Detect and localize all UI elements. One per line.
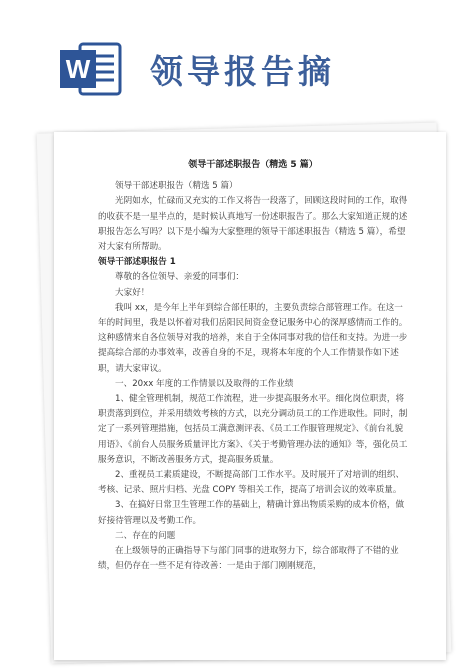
paragraph: 二、存在的问题 [115,530,176,541]
header-title: 领导报告摘 [150,52,335,91]
word-icon [58,40,122,98]
paragraph: 我叫 xx，是今年上半年到综合部任职的，主要负责综合部管理工作。在这一年的时间里，我是以怀着对我们岳阳民间资金登记服务中心的深厚感情而工作的。这种感情来自各位领导对我的培养，来自于全体同事对我的信任和支持。为进一步提高综合部的办事效率，改善自身的不足，现将本年度的个人工作情景作如下述职，请大家审议。 [98,302,408,374]
paragraph: 一、20xx 年度的工作情景以及取得的工作业绩 [115,378,294,389]
header [0,0,474,120]
document-title: 领导干部述职报告（精选 5 篇） [188,160,318,170]
paragraph: 1、健全管理机制，规范工作流程，进一步提高服务水平。细化岗位职责，将职责落到到位，并采用绩效考核的方式，以充分调动员工的工作进取性。同时，制定了一系列管理措施，包括员工满意测评表、《员工工作服管理规定》、《前台礼貌用语》、《前台人员服务质量评比方案》、《关于考勤管理办法的通知》等，强化员工服务意识，不断改善服务方式，提高服务质量。 [98,394,408,465]
section-heading: 领导干部述职报告 1 [98,257,176,268]
document-body [98,158,408,574]
paragraph: 大家好！ [115,287,150,298]
svg-text:W: W [65,54,91,84]
paragraph: 光阴如水，忙碌而又充实的工作又将告一段落了，回顾这段时间的工作，取得的收获不是一星半点的，是时候认真地写一份述职报告了。那么大家知道正规的述职报告怎么写吗？以下是小编为大家整理的领导干部述职报告（精选 5 篇），希望对大家有所帮助。 [98,196,408,253]
paragraph: 尊敬的各位领导、亲爱的同事们： [115,272,244,283]
paragraph: 2、重视员工素质建设，不断提高部门工作水平。及时展开了对培训的组织、考核、记录、照片归档、光盘 COPY 等相关工作，提高了培训会议的效率质量。 [98,470,405,496]
page-fade [54,616,446,660]
paragraph: 在上级领导的正确指导下与部门同事的进取努力下，综合部取得了不错的业绩，但仍存在一些不足有待改善：一是由于部门刚刚规范， [98,546,399,572]
paragraph: 3、在搞好日常卫生管理工作的基础上，精确计算出物质采购的成本价格，做好接待管理以及考勤工作。 [98,500,405,526]
paragraph: 领导干部述职报告（精选 5 篇） [115,181,238,192]
document-page [54,132,446,660]
